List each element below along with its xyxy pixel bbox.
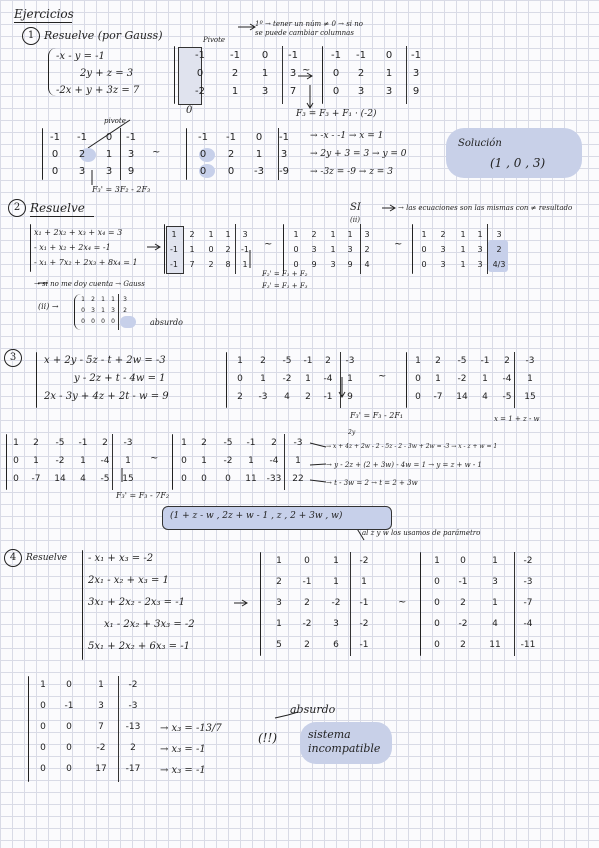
- ex4-absurdo: absurdo: [290, 703, 336, 716]
- solution-ex3: (1 + z - w , 2z + w - 1 , z , 2 + 3w , w): [170, 511, 343, 521]
- back-ex3-2: → y - 2z + (2 + 3w) - 4w = 1 → y = z + w - 1: [326, 461, 482, 469]
- exercise-3-number: 3: [4, 349, 22, 367]
- ex3-xsub: x = 1 + z - w: [494, 415, 540, 423]
- solution-label: Solución: [458, 138, 502, 149]
- back-ex1-2: → 2y + 3 = 3 → y = 0: [310, 149, 407, 159]
- pivot-zero: 0: [186, 105, 193, 116]
- back-ex1-1: → -x - -1 → x = 1: [310, 131, 384, 141]
- ex2-note: → si no me doy cuenta → Gauss: [34, 280, 145, 288]
- op-ex3-1: F₃' = F₃ - 2F₁: [350, 411, 404, 420]
- exercise-4-number: 4: [4, 549, 22, 567]
- op-ex2-1: F₂' = F₁ + F₂: [262, 270, 308, 278]
- si-sub: (ii): [350, 216, 360, 224]
- eq4-2: 2x₁ - x₂ + x₃ = 1: [88, 575, 169, 586]
- pivot-label: Pivote: [203, 36, 226, 44]
- exercise-2-heading: Resuelve: [30, 201, 85, 215]
- si-note: → las ecuaciones son las mismas con ≠ resultado: [398, 204, 573, 212]
- eq2-3: - x₁ + 7x₂ + 2x₃ + 8x₄ = 1: [34, 258, 138, 267]
- exercise-1-note: 1º → tener un núm ≠ 0 → si no se puede cambiar columnas: [255, 20, 363, 37]
- eq2-1: x₁ + 2x₂ + x₃ + x₄ = 3: [34, 228, 123, 237]
- pivot2-label: pivote: [104, 117, 126, 125]
- ex4-excl: (!!): [258, 731, 278, 745]
- op-ex1-1: F₃ = F₃ + F₁ · (-2): [296, 109, 377, 119]
- ex2-ii-label: (ii) →: [38, 302, 59, 311]
- result-ex4-3: → x₃ = -1: [160, 765, 206, 776]
- exercise-1-heading: Resuelve (por Gauss): [44, 29, 163, 42]
- exercise-4-heading: Resuelve: [26, 553, 68, 563]
- back-ex1-3: → -3z = -9 → z = 3: [310, 167, 393, 177]
- ex4-verdict: sistema incompatible: [308, 728, 381, 755]
- exercise-1-number: 1: [22, 27, 40, 45]
- eq4-5: 5x₁ + 2x₂ + 6x₃ = -1: [88, 641, 190, 652]
- eq3-1: x + 2y - 5z - t + 2w = -3: [44, 355, 166, 366]
- op-ex2-2: F₃' = F₁ + F₃: [262, 282, 308, 290]
- result-ex4-2: → x₃ = -1: [160, 744, 206, 755]
- eq4-3: 3x₁ + 2x₂ - 2x₃ = -1: [88, 597, 185, 608]
- eq3-2: y - 2z + t - 4w = 1: [74, 373, 166, 384]
- solution-value: (1 , 0 , 3): [490, 156, 546, 170]
- eq-2: 2y + z = 3: [80, 68, 134, 79]
- exercise-2-number: 2: [8, 199, 26, 217]
- eq2-2: - x₁ + x₂ + 2x₄ = -1: [34, 243, 111, 252]
- page-title: Ejercicios: [14, 7, 74, 21]
- eq4-1: - x₁ + x₃ = -2: [88, 553, 154, 564]
- solution-bubble: [446, 128, 582, 178]
- back-ex3-3: → t - 3w = 2 → t = 2 + 3w: [326, 479, 418, 487]
- si-label: SI: [350, 202, 361, 213]
- op-ex1-2: F₃' = 3F₂ - 2F₃: [92, 185, 151, 194]
- eq-1: -x - y = -1: [56, 51, 105, 62]
- eq-3: -2x + y + 3z = 7: [56, 85, 140, 96]
- eq3-3: 2x - 3y + 4z + 2t - w = 9: [44, 391, 169, 402]
- param-note: al z y w los usamos de parámetro: [362, 529, 481, 537]
- ex2-absurdo: absurdo: [150, 318, 183, 327]
- back-ex3-1: → x + 4z + 2w - 2 - 5z - 2 - 3w + 2w = -3 → x - z + w = 1: [326, 443, 498, 450]
- eq4-4: x₁ - 2x₂ + 3x₃ = -2: [104, 619, 195, 630]
- op-ex3-2: F₃' = F₃ - 7F₂: [116, 491, 170, 500]
- result-ex4-1: → x₃ = -13/7: [160, 723, 222, 734]
- ex3-tag: 2y: [348, 429, 356, 436]
